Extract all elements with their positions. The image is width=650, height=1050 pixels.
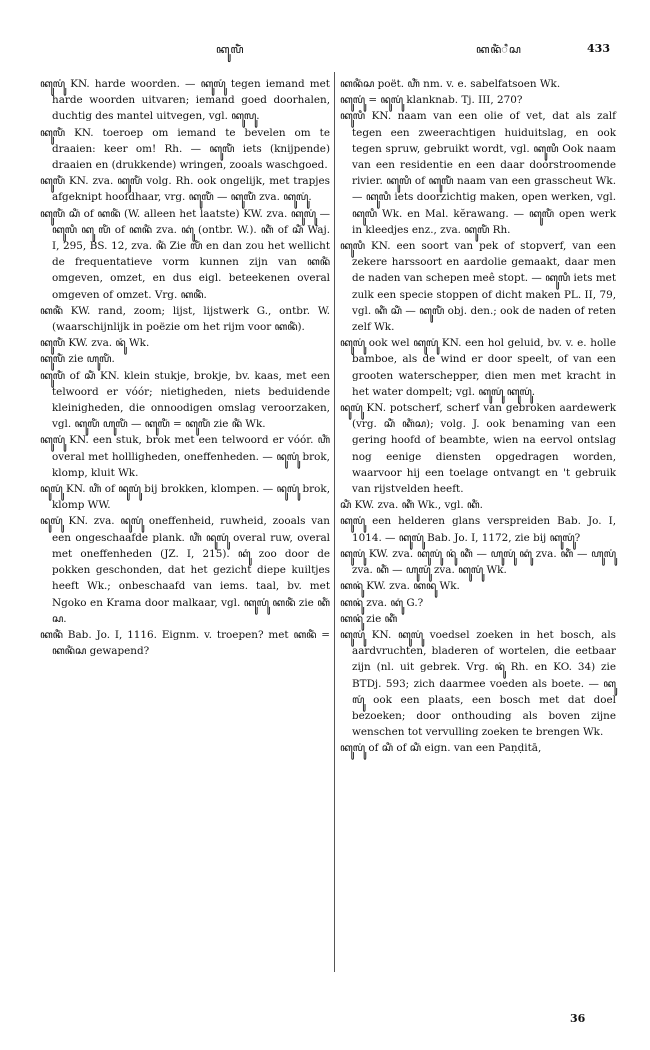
dictionary-entry: ꦏꦸꦭꦸꦁꦁ KN. harde woorden. — ꦏꦸꦭꦸꦁꦁ tegen iemand met harde woorden uitvaren; iemand goed doorhalen, duchtig des mantel uitvegen, vgl. ꦏꦸꦭꦸ. xyxy=(40,78,330,123)
dictionary-entry: ꦏꦸꦭꦶꦁꦁ zie ꦲꦸꦭꦶꦁ. xyxy=(40,353,115,366)
dictionary-entry: ꦏꦸꦭꦶ KN. naam van een olie of vet, dat als zalf tegen een zweerachtigen huiduitslag, en ook tegen spruw, gebruikt wordt, vgl. ꦏꦸꦭꦶ Ook naam van een residentie en een daar doorstroomende rivier. ꦏꦸꦭꦶ of ꦏꦸꦭꦶꦁꦁ naam van een grasscheut Wk. — ꦏꦸꦭꦶ iets doorzichtig maken, open werken, vgl. ꦏꦸꦭꦶ Wk. en Mal. kĕrawang. — ꦏꦸꦭꦶꦁꦁ open werk in kleedjes enz., zva. ꦏꦸꦭꦶꦁꦁ Rh. xyxy=(340,110,616,236)
dictionary-entry: ꦏꦸꦭꦸꦁꦁ = ꦤꦸꦭꦸꦁꦁ klanknab. Tj. III, 270? xyxy=(340,94,523,107)
dictionary-entry: ꦏꦤꦸꦁ KW. zva. ꦏꦤꦸ Wk. xyxy=(340,580,460,593)
dictionary-entry: ꦏꦤꦶꦁꦁ KW. rand, zoom; lijst, lijstwerk G., ontbr. W. (waarschijnlijk in poëzie om het rijm voor ꦏꦤꦶꦁ). xyxy=(40,304,330,334)
dictionary-entry: ꦏꦤꦶꦁꦁ Bab. Jo. I, 1116. Eignm. v. troepen? met ꦏꦤꦶꦁꦁ = ꦏꦤꦶꦁꦱ gewapend? xyxy=(40,628,330,658)
dictionary-entry: ꦏꦸꦭꦸꦁ KN. ꦏꦸꦭꦸꦁ voedsel zoeken in het bosch, als aardvruchten, bladeren of wortelen, die eetbaar zijn (nl. uit gebrek. Vrg. ꦤꦸꦁ Rh. en KO. 34) zie BTDj. 593; zich daarmee voeden als boete. — ꦏꦸꦭꦸꦁꦁ ook een plaats, een bosch met dat doel bezoeken; door onthouding als boven zijne wenschen tot vervulling zoeken te brengen Wk. xyxy=(340,628,616,739)
dictionary-entry: ꦏꦤꦸꦁ zva. ꦏꦸꦁ G.? xyxy=(340,596,424,609)
running-header xyxy=(36,42,610,62)
dictionary-entry: ꦤꦸꦭꦸꦁꦁ KN. ꦲꦶꦁ of ꦤꦸꦭꦸꦁꦁ bij brokken, klompen. — ꦤꦸꦭꦸꦁꦁ brok, klomp WW. xyxy=(40,483,330,512)
dictionary-entry: ꦏꦸꦭꦶꦁꦁ KN. toeroep om iemand te bevelen om te draaien: keer om! Rh. — ꦏꦸꦭꦶꦁꦁ iets (knijpende) draaien en (drukkende) wringen, zooals waschgoed. xyxy=(40,126,330,172)
running-title-right: ꦏꦤꦶꦁꦶꦱ xyxy=(476,43,522,56)
running-title-left: ꦏꦸꦭꦶꦁꦁ xyxy=(216,43,245,56)
dictionary-entry: ꦏꦸꦭꦸꦁ KW. zva. ꦏꦸꦭꦸꦁ ꦤꦸꦁꦁ ꦏꦶꦁꦁ — ꦲꦸꦭꦸꦁ ꦏꦸꦁ zva. ꦏꦶꦁꦁ — ꦲꦸꦭꦸꦁ zva. ꦏꦶꦁꦁ — ꦲꦸꦭꦸꦁꦁ zva. ꦏꦸꦭꦸꦁꦁ Wk. xyxy=(340,547,616,577)
dictionary-entry: ꦏꦸꦭꦸꦁꦁ KN. een stuk, brok met een telwoord er vóór. ꦲꦶꦁ overal met hollligheden, oneffenheden. — ꦤꦸꦭꦸꦁꦁ brok, klomp, kluit Wk. xyxy=(40,434,330,479)
dictionary-entry: ꦏꦸꦭꦶꦁꦁ ꦱꦶꦁ of ꦏꦤꦶꦁ (W. alleen het laatste) KW. zva. ꦏꦸꦭꦸꦁ — ꦏꦸꦭꦶ ꦏꦸ ꦭꦶꦁ of ꦏꦤꦶꦁ zva. ꦏꦸꦁ (ontbr. W.). ꦏꦶꦁꦁ of ꦱꦶꦁꦁ Waj. I, 295, BS. 12, zva. ꦤꦶꦁ Zie ꦭꦶꦁ en dan zou het wellicht de frequentatieve vorm kunnen zijn van ꦏꦤꦶꦁ omgeven, omzet, en dus eigl. beteekenen overal omgeven of omzet. Vrg. ꦏꦤꦶꦁꦁ. xyxy=(40,207,330,301)
column-divider xyxy=(334,72,335,972)
dictionary-entry: ꦏꦸꦭꦸꦁꦁ een helderen glans verspreiden Bab. Jo. I, 1014. — ꦏꦸꦭꦸꦁꦁ Bab. Jo. I, 1172, zie bij ꦏꦸꦭꦸꦁ? xyxy=(340,515,616,544)
dictionary-entry: ꦱꦶꦁꦁ KW. zva. ꦏꦶꦁꦁ Wk., vgl. ꦏꦶꦁ. xyxy=(340,499,483,512)
page-number: 433 xyxy=(587,42,610,55)
right-column xyxy=(340,76,616,757)
dictionary-entry: ꦏꦸꦭꦸꦁ of ꦱꦶꦁ of ꦱꦶꦁ eign. van een Paṇḍitā, xyxy=(340,742,542,755)
signature-mark: 36 xyxy=(570,1012,586,1025)
dictionary-entry: ꦏꦸꦭꦶꦁꦁ KW. zva. ꦤꦸꦁꦁ Wk. xyxy=(40,337,150,350)
dictionary-entry: ꦏꦸꦭꦶꦁꦁ of ꦱꦶꦁꦁ KN. klein stukje, brokje, bv. kaas, met een telwoord er vóór; nietigheden, niets beduidende kleinigheden, die onnoodigen omslag veroorzaken, vgl. ꦏꦸꦭꦶꦁ ꦲꦸꦭꦶꦁ — ꦏꦸꦭꦶꦁ = ꦏꦸꦭꦶꦁ zie ꦤꦶꦁ Wk. xyxy=(40,369,330,431)
dictionary-entry: ꦏꦸꦭꦶ KN. een soort van pek of stopverf, van een zekere harssoort en aardolie gemaakt, daar men de naden van schepen meê stopt. — ꦏꦸꦭꦶ iets met zulk een specie stoppen of dicht maken PL. II, 79, vgl. ꦏꦶꦁꦁ ꦱꦶꦁꦁ — ꦏꦸꦭꦶꦁꦁ obj. den.; ook de naden of reten zelf Wk. xyxy=(340,240,616,334)
dictionary-entry: ꦏꦤꦸꦁꦁ zie ꦏꦶꦁꦁ xyxy=(340,612,398,625)
dictionary-entry: ꦏꦸꦭꦸꦁ ook wel ꦏꦸꦭꦸꦁ KN. een hol geluid, bv. v. e. holle bamboe, als de wind er door speelt, of van een grooten waterschepper, dien men met kracht in het water dompelt; vgl. ꦏꦸꦭꦸꦁ ꦏꦸꦭꦸꦁ. xyxy=(340,337,616,398)
dictionary-entry: ꦤꦸꦭꦸꦁꦁ KN. potscherf, scherf van gebroken aardewerk (vrg. ꦱꦶꦁꦁ ꦏꦶꦁꦱ); volg. J. ook benaming van een gering hoofd of beambte, wien na eervol ontslag nog eenige diensten opgedragen worden, waarvoor hij een toelage ontvangt en 't gebruik van rijstvelden heeft. xyxy=(340,402,616,496)
dictionary-entry: ꦏꦸꦭꦶꦁꦁ KN. zva. ꦏꦸꦭꦶꦁ volg. Rh. ook ongelijk, met trapjes afgeknipt hoofdhaar, vrg. ꦏꦸꦭꦶꦁꦁ — ꦏꦸꦭꦶꦁꦁ zva. ꦏꦸꦭꦸꦁ. xyxy=(40,175,330,204)
left-column xyxy=(40,76,330,659)
dictionary-entry: ꦤꦸꦭꦸꦁꦁ KN. zva. ꦤꦸꦭꦸꦁꦁ oneffenheid, ruwheid, zooals van een ongeschaafde plank. ꦲꦶꦁ ꦤꦸꦭꦸꦁꦁ overal ruw, overal met oneffenheden (JZ. I, 215). ꦏꦸꦁꦁ zoo door de pokken geschonden, dat het gezicht diepe kuiltjes heeft Wk.; onbeschaafd van iems. taal, bv. met Ngoko en Krama door malkaar, vgl. ꦏꦸꦭꦸꦁꦁ ꦏꦤꦶꦁꦁ zie ꦏꦶꦁꦱ. xyxy=(40,515,330,625)
dictionary-entry: ꦏꦤꦶꦁꦱ poët. ꦲꦶꦁꦁ nm. v. e. sabelfatsoen Wk. xyxy=(340,78,561,90)
